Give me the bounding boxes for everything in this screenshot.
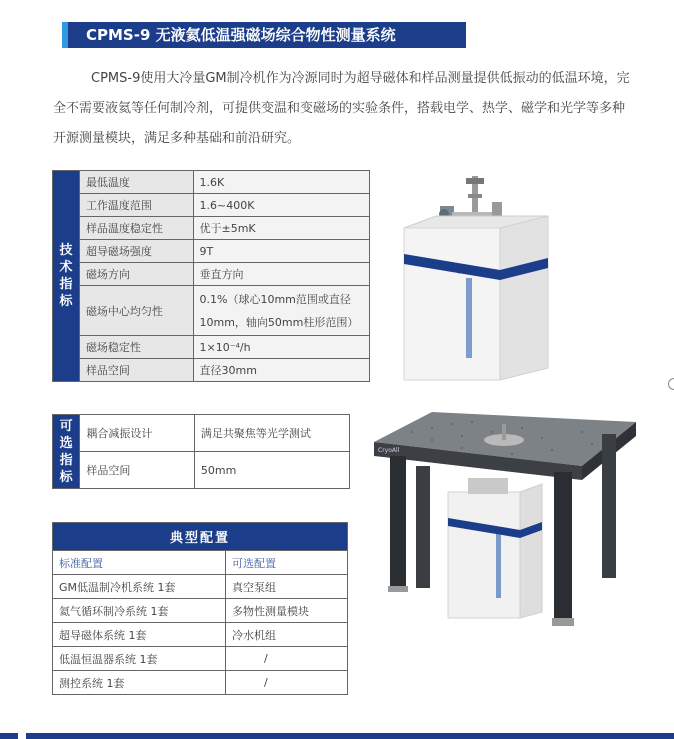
footer-bar (26, 733, 674, 739)
brand-text: CryoAll (450, 266, 475, 274)
config-optional-item: / (226, 647, 348, 671)
spec-key: 样品空间 (79, 359, 193, 382)
config-col-optional: 可选配置 (226, 551, 348, 575)
optional-table (52, 414, 350, 489)
section-title: CPMS-9 无液氦低温强磁场综合物性测量系统 (62, 22, 466, 48)
spec-table (52, 170, 370, 382)
optional-side-label: 可选指标 (53, 415, 80, 489)
brand-text: CryoAll (378, 447, 400, 454)
config-optional-item: 真空泵组 (226, 575, 348, 599)
intro-paragraph: CPMS-9使用大冷量GM制冷机作为冷源同时为超导磁体和样品测量提供低振动的低温环境，完全不需要液氦等任何制冷剂，可提供变温和变磁场的实验条件，搭载电学、热学、磁学和光学等多种开源测量模块，满足多种基础和前沿研究。 (53, 71, 630, 146)
cryostat-cabinet-image (396, 172, 556, 384)
config-table (52, 522, 348, 695)
config-optional-item: / (226, 671, 348, 695)
config-standard-item: 低温恒温器系统 1套 (53, 647, 226, 671)
config-standard-item: 超导磁体系统 1套 (53, 623, 226, 647)
spec-value: 1.6K (193, 171, 370, 194)
config-standard-item: 测控系统 1套 (53, 671, 226, 695)
spec-value: 1×10⁻⁴/h (193, 336, 370, 359)
spec-key: 磁场中心均匀性 (79, 286, 193, 336)
config-standard-item: GM低温制冷机系统 1套 (53, 575, 226, 599)
spec-key: 最低温度 (79, 171, 193, 194)
spec-value: 1.6~400K (193, 194, 370, 217)
footer-tick (0, 733, 18, 739)
spec-value: 9T (193, 240, 370, 263)
optional-value: 50mm (194, 452, 349, 489)
config-optional-item: 冷水机组 (226, 623, 348, 647)
spec-value: 0.1%（球心10mm范围或直径10mm，轴向50mm柱形范围） (193, 286, 370, 336)
page-edge-mark (668, 378, 674, 390)
spec-value: 优于±5mK (193, 217, 370, 240)
config-title: 典型配置 (53, 523, 348, 551)
optional-key: 样品空间 (80, 452, 195, 489)
optional-key: 耦合减振设计 (80, 415, 195, 452)
optional-value: 满足共聚焦等光学测试 (194, 415, 349, 452)
spec-key: 磁场稳定性 (79, 336, 193, 359)
spec-value: 直径30mm (193, 359, 370, 382)
spec-key: 超导磁场强度 (79, 240, 193, 263)
spec-key: 磁场方向 (79, 263, 193, 286)
optical-table-image (372, 408, 640, 630)
config-col-standard: 标准配置 (53, 551, 226, 575)
spec-value: 垂直方向 (193, 263, 370, 286)
spec-side-label: 技术指标 (53, 171, 80, 382)
config-optional-item: 多物性测量模块 (226, 599, 348, 623)
spec-key: 工作温度范围 (79, 194, 193, 217)
config-standard-item: 氦气循环制冷系统 1套 (53, 599, 226, 623)
spec-key: 样品温度稳定性 (79, 217, 193, 240)
